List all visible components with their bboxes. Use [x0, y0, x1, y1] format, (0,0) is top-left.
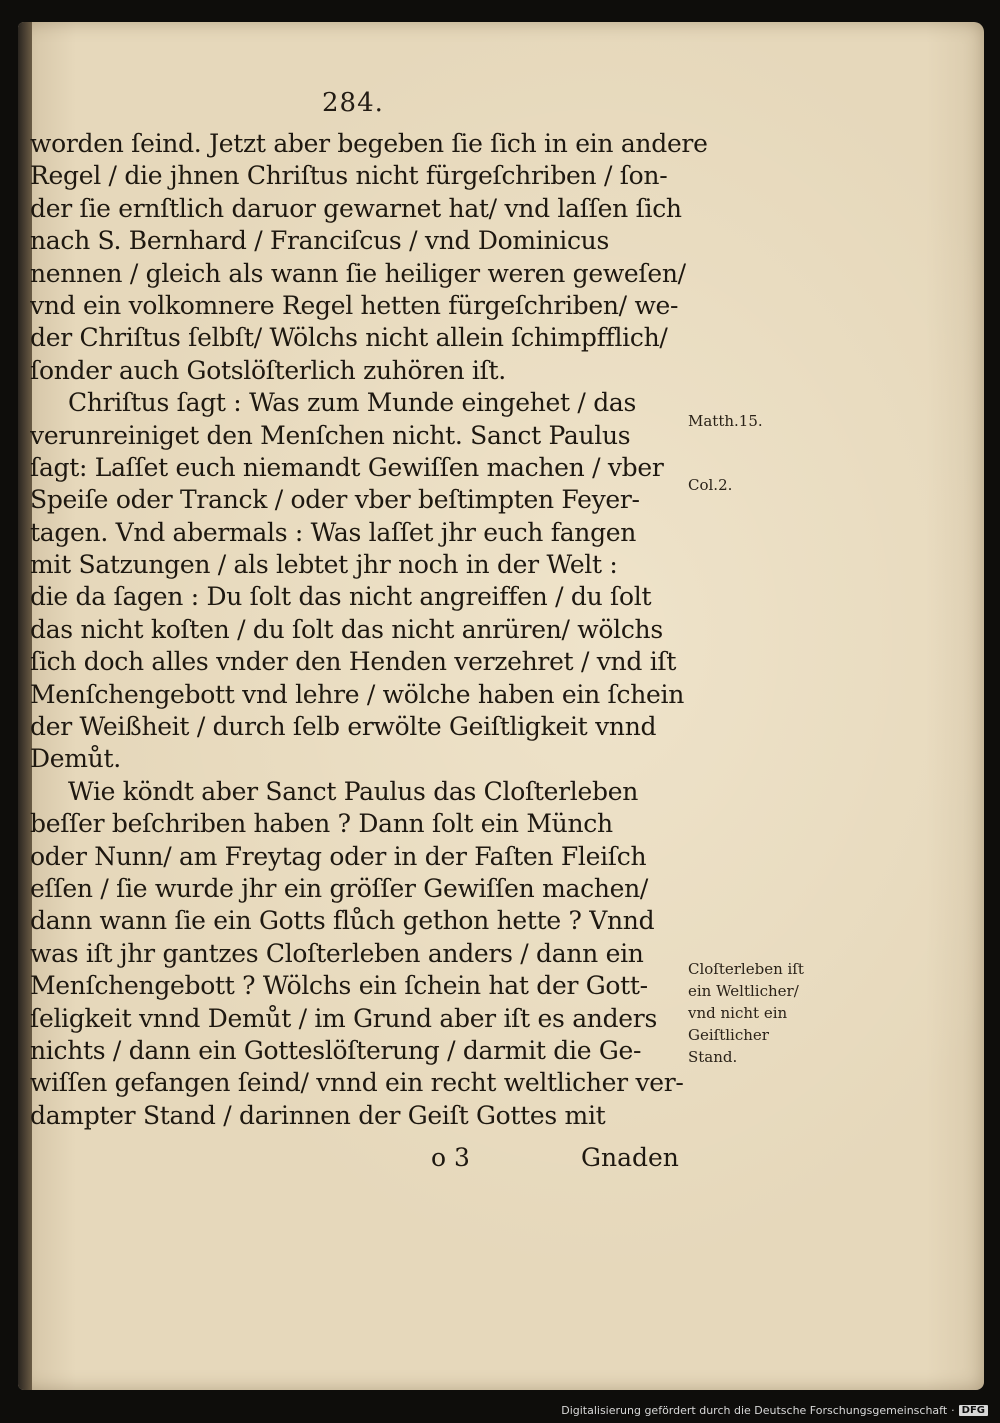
text-line: der ſie ernſtlich daruor gewarnet hat/ vnd laſſen ſich	[30, 193, 682, 223]
text-line: Menſchengebott vnd lehre / wölche haben ein ſchein	[30, 679, 684, 709]
catchword: Gnaden	[581, 1143, 679, 1172]
text-line: worden ſeind. Jetzt aber begeben ſie ſich in ein andere	[30, 129, 708, 158]
text-line: eſſen / ſie wurde jhr ein gröſſer Gewiſſen machen/	[30, 873, 649, 903]
marginal-note-line: vnd nicht ein	[688, 1004, 788, 1022]
text-line: ſonder auch Gotslöſterlich zuhören iſt.	[30, 355, 506, 385]
text-line: Chriſtus ſagt : Was zum Munde eingehet / das	[68, 388, 637, 418]
body-text	[30, 128, 710, 1132]
text-line: verunreiniget den Menſchen nicht. Sanct Paulus	[30, 420, 631, 450]
marginal-note-matth: Matth.15.	[688, 412, 763, 430]
marginal-note-line: Cloſterleben iſt	[688, 960, 804, 978]
marginal-note-col: Col.2.	[688, 476, 733, 494]
text-line: Demůt.	[30, 744, 121, 774]
text-line: die da ſagen : Du ſolt das nicht angreiffen / du ſolt	[30, 582, 652, 612]
dfg-logo: DFG	[959, 1405, 988, 1416]
digitization-footer: Digitalisierung gefördert durch die Deutsche Forschungsgemeinschaft · DFG	[561, 1404, 988, 1417]
text-line: was iſt jhr gantzes Cloſterleben anders / dann ein	[30, 938, 644, 968]
page-foot	[431, 1143, 711, 1172]
text-line: Wie köndt aber Sanct Paulus das Cloſterleben	[68, 776, 638, 806]
marginal-note-klosterleben	[688, 958, 804, 1068]
text-line: beſſer beſchriben haben ? Dann ſolt ein Münch	[30, 809, 613, 839]
text-line: ſeligkeit vnnd Demůt / im Grund aber iſt es anders	[30, 1003, 657, 1033]
text-line: ſich doch alles vnder den Henden verzehret / vnd iſt	[30, 647, 677, 677]
signature-mark: o 3	[431, 1143, 470, 1172]
footer-text: Digitalisierung gefördert durch die Deutsche Forschungsgemeinschaft	[561, 1404, 948, 1417]
text-line: vnd ein volkomnere Regel hetten fürgeſchriben/ we-	[30, 290, 679, 320]
text-line: der Chriſtus ſelbſt/ Wölchs nicht allein ſchimpfflich/	[30, 323, 668, 353]
text-line: tagen. Vnd abermals : Was laſſet jhr euch fangen	[30, 517, 637, 547]
text-line: Speiſe oder Tranck / oder vber beſtimpten Feyer-	[30, 485, 640, 515]
text-line: das nicht koſten / du ſolt das nicht anrüren/ wölchs	[30, 614, 663, 644]
text-line: wiſſen gefangen ſeind/ vnnd ein recht weltlicher ver-	[30, 1068, 684, 1098]
marginal-note-line: ein Weltlicher/	[688, 982, 799, 1000]
text-line: Menſchengebott ? Wölchs ein ſchein hat der Gott-	[30, 971, 648, 1001]
marginal-note-line: Stand.	[688, 1048, 738, 1066]
text-line: dampter Stand / darinnen der Geiſt Gottes mit	[30, 1100, 606, 1130]
text-line: Regel / die jhnen Chriſtus nicht fürgeſchriben / ſon-	[30, 161, 668, 191]
text-line: nennen / gleich als wann ſie heiliger weren geweſen/	[30, 258, 686, 288]
text-line: dann wann ſie ein Gotts flůch gethon hette ? Vnnd	[30, 906, 655, 936]
text-line: mit Satzungen / als lebtet jhr noch in der Welt :	[30, 550, 618, 580]
text-line: nichts / dann ein Gotteslöſterung / darmit die Ge-	[30, 1035, 642, 1065]
text-line: nach S. Bernhard / Franciſcus / vnd Dominicus	[30, 226, 609, 256]
text-line: ſagt: Laſſet euch niemandt Gewiſſen machen / vber	[30, 452, 664, 482]
text-line: oder Nunn/ am Freytag oder in der Faſten Fleiſch	[30, 841, 647, 871]
marginal-note-line: Geiſtlicher	[688, 1026, 769, 1044]
page-number: 284.	[322, 88, 384, 118]
text-line: der Weißheit / durch ſelb erwölte Geiſtligkeit vnnd	[30, 712, 657, 742]
